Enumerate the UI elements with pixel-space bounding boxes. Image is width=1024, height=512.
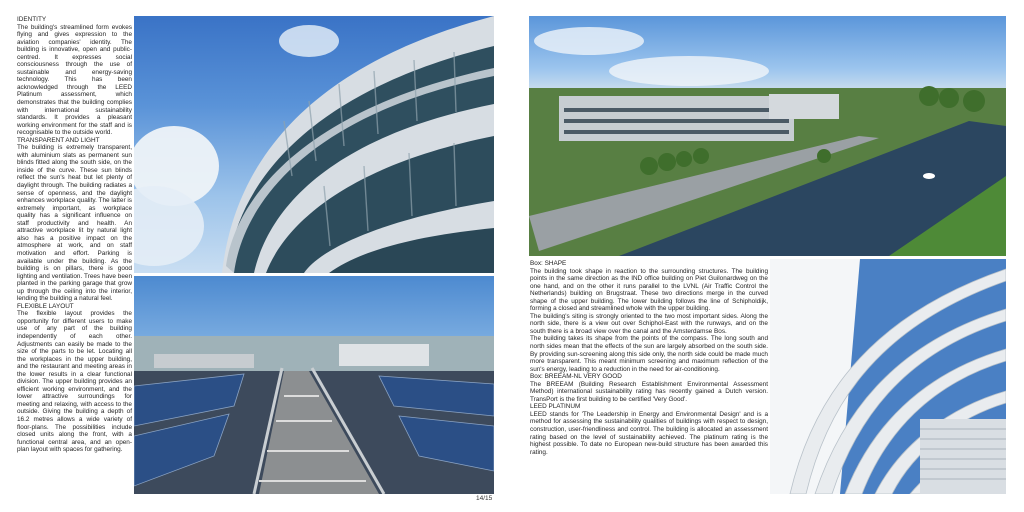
left-text-column [17, 16, 132, 454]
facade-detail-illustration [770, 259, 1006, 494]
rooftop-illustration [134, 276, 494, 494]
heading-leed-platinum: LEED PLATINUM [530, 403, 581, 411]
paragraph-identity: The building's streamlined form evokes flying and gives expression to the aviation companies' identity. The building is innovative, open and public-centred. It expresses social consciousness through the use of sustainable and energy-saving technology. This has been acknowledged through the LEED Platinum assessment, which demonstrates that the building complies with international sustainability standards. It provides a pleasant working environment for the staff and is recognisable to the outside world. [17, 23, 132, 137]
paragraph-leed: LEED stands for 'The Leadership in Energy and Environmental Design' and is a method for assessing the sustainability qualities of buildings with respect to design, construction, user-friendliness and control. The building is allocated an assessment rating based on the level of sustainability achieved. The platinum rating is the highest possible. To date no European new-build structure has been awarded this rating. [530, 410, 768, 456]
rooftop-solar-panels-photo [134, 276, 494, 494]
page-number: 14/15 [476, 495, 493, 502]
building-facade-photo [134, 16, 494, 273]
heading-box-shape: Box: SHAPE [530, 260, 567, 267]
heading-identity: IDENTITY [17, 16, 47, 23]
paragraph-transparent-and-light: The building is extremely transparent, with aluminium slats as permanent sun blinds fitted along the south side, on the inside of the curve. These sun blinds reflect the sun's heat but let plenty of daylight through. The building radiates a sense of openness, and the daylight enhances workplace quality. The latter is extremely important, as workplace quality has a significant influence on staff productivity and health. An attractive workplace lit by natural light also has a positive impact on the atmosphere at work, and on staff motivation and effort. Parking is available under the building. As the building is on pillars, there is good lighting and ventilation. Trees have been planted in the parking garage that grow up through the ceiling into the interior, lending the building a natural feel. [17, 144, 132, 303]
heading-transparent-and-light: TRANSPARENT AND LIGHT [17, 136, 100, 144]
paragraph-shape-3: The building takes its shape from the points of the compass. The long south and north sides mean that the effects of the sun are largely absorbed on the south side. By providing sun-screening along this side only, the north side could be made much more transparent. This meant minimum screening and maximum reflection of the sun's energy, leading to a reduction in the need for air-conditioning. [530, 335, 768, 373]
heading-box-breeam: Box: BREEAM-NL VERY GOOD [530, 373, 622, 381]
aerial-view-photo [529, 16, 1006, 256]
paragraph-shape-2: The building's siting is strongly oriented to the two most important sides. Along the north side, there is a view out over Schiphol-East with the runways, and on the south there is a broad view over the canal and the Amsterdamse Bos. [530, 312, 768, 335]
building-facade-illustration [134, 16, 494, 273]
heading-flexible-layout: FLEXIBLE LAYOUT [17, 302, 74, 310]
aerial-illustration [529, 16, 1006, 256]
facade-sunblind-detail-photo [770, 259, 1006, 494]
right-text-column [530, 260, 768, 456]
paragraph-breeam: The BREEAM (Building Research Establishment Environmental Assessment Method) international sustainability rating has recently gained a Dutch version. TransPort is the first building to be certified 'Very Good'. [530, 380, 768, 403]
paragraph-flexible-layout: The flexible layout provides the opportunity for different users to make use of any part of the building independently of each other. Adjustments can easily be made to the size of the parts to be let. Locating all the workplaces in the upper building, and the restaurant and meeting areas in the lower results in a clear functional division. The upper building provides an efficient working environment, and the lower attractive surroundings for meeting and relaxing, with access to the outside. Giving the building a depth of 16.2 metres allows a wide variety of floor-plans. The possibilities include closed units along the front, with a functional central area, and an open-plan layout with spaces for gathering. [17, 310, 132, 454]
paragraph-shape-1: The building took shape in reaction to the surrounding structures. The building points in the same direction as the IND office building on Piet Guilonardweg on the one hand, and on the other it runs parallel to the LVNL (Air Traffic Control the Netherlands) building on Brugstraat. These two directions merge in the curved shape of the upper building. The lower building follows the line of Schipholdijk, forming a closed and streamlined whole with the upper building. [530, 267, 768, 313]
